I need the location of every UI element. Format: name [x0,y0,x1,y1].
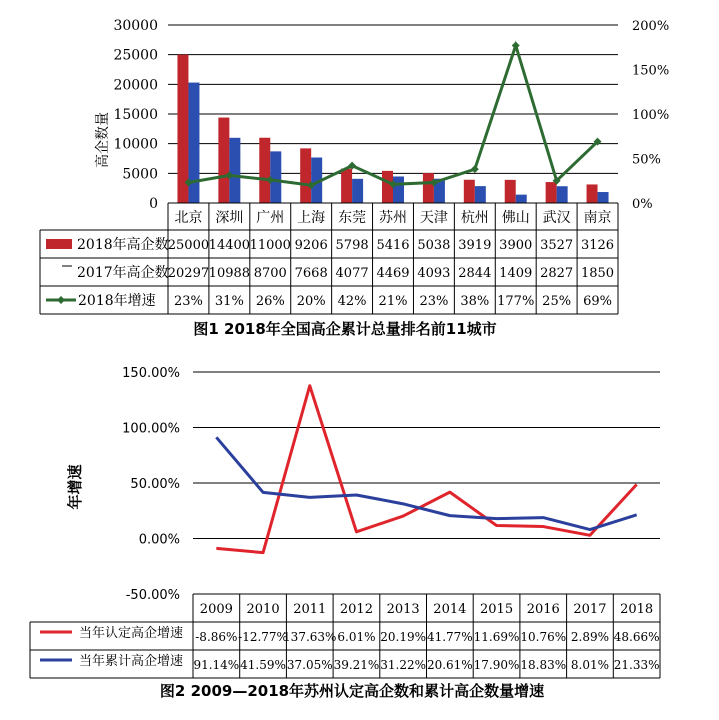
c2-table-value: 31.22% [380,658,427,672]
c1-y-tick: 10000 [113,136,158,153]
c1-y-tick: 25000 [113,47,158,64]
c2-category-label: 2018 [620,602,654,617]
c2-table-value: 6.01% [337,630,376,644]
c1-category-label: 广州 [256,210,285,226]
c1-y2-tick: 200% [632,19,670,34]
c2-table-value: 91.14% [193,658,240,672]
c1-bar-2018 [218,118,229,203]
c1-category-label: 南京 [583,210,612,226]
c1-bar-2017 [598,192,609,203]
c1-table-value: 25% [542,294,572,309]
c2-category-label: 2009 [199,602,233,617]
c2-y-tick: 50.00% [130,477,180,492]
c1-bar-2018 [505,180,516,203]
c1-bar-2018 [300,148,311,203]
c1-bar-2018 [587,184,598,203]
c2-y-tick: 150.00% [122,366,180,381]
c1-y-label: 高企数量 [95,112,111,168]
c2-y-tick: -50.00% [125,588,180,603]
c1-table-value: 23% [419,294,449,309]
c2-category-label: 2015 [480,602,514,617]
c2-line-annual [216,386,636,553]
c1-bar-2018 [423,173,434,203]
c1-growth-line [188,45,597,185]
c1-legend-2018: 2018年高企数 [77,237,169,253]
c1-growth-point [512,41,520,49]
c2-table-value: 41.59% [240,658,286,672]
c1-category-label: 东莞 [338,210,367,226]
c2-table-value: 11.69% [473,630,520,644]
c1-y-tick: 5000 [122,166,158,183]
c1-bar-2017 [229,138,240,203]
c1-bar-2017 [475,186,486,203]
c1-bar-2017 [352,179,363,203]
c1-table-value: 9206 [294,238,328,253]
c1-table-value: 25000 [167,238,210,253]
c2-table-value: 20.19% [380,630,427,644]
c2-category-label: 2016 [526,602,560,617]
c1-table-value: 1409 [499,266,533,281]
c2-category-label: 2010 [246,602,280,617]
c2-category-label: 2012 [339,602,373,617]
c1-bar-2017 [393,176,404,203]
c2-table-value: -8.86% [195,630,238,644]
c1-table-value: 26% [255,294,285,309]
c1-table-value: 21% [378,294,408,309]
c2-table-value: 41.77% [426,630,473,644]
c1-category-label: 佛山 [501,210,530,226]
c1-legend-marker-growth [57,296,65,304]
c2-table-value: 20.61% [426,658,473,672]
c2-y-tick: 0.00% [138,532,180,548]
c2-table-value: 37.05% [286,658,333,672]
c1-y2-tick: 0% [632,197,653,212]
chart1-group [40,18,669,338]
c1-table-value: 5416 [376,238,410,253]
c1-category-label: 上海 [297,210,326,226]
c1-legend-swatch-2018 [46,239,72,249]
c1-table-value: 3919 [458,238,492,253]
c2-y-label: 年增速 [66,464,84,510]
c1-bar-2018 [464,180,475,203]
c2-legend-annual: 当年认定高企增速 [79,626,184,641]
c1-table-value: 5038 [417,238,451,253]
c1-bar-2018 [259,138,270,203]
c2-table-value: 17.90% [473,658,520,672]
c2-table-value: 18.83% [520,658,567,672]
c2-category-label: 2014 [433,602,467,617]
chart2-group [30,366,660,700]
c2-table-value: -12.77% [238,630,288,644]
c1-table-value: 1850 [580,266,615,281]
c1-table-value: 23% [174,294,203,309]
c2-category-label: 2017 [573,602,607,617]
c1-y2-tick: 100% [632,108,670,123]
c1-table-value: 38% [460,294,490,309]
c2-y-tick: 100.00% [122,421,180,437]
c1-bar-2017 [188,83,199,203]
c1-legend-2017: 2017年高企数 [77,265,169,281]
c1-table-value: 4093 [417,266,451,281]
c1-growth-point [471,165,479,173]
c1-table-value: 2827 [540,266,574,281]
c1-category-label: 深圳 [215,210,244,226]
c2-legend-cumulative: 当年累计高企增速 [79,654,184,669]
c1-table-value: 10988 [208,266,251,281]
c1-category-label: 北京 [174,210,203,226]
c1-table-value: 3527 [540,238,574,253]
c1-table-value: 4077 [335,266,369,281]
c2-table-value: 48.66% [613,630,660,644]
c2-table-value: 8.01% [570,658,610,672]
c1-table-value: 42% [337,294,367,309]
c1-category-label: 天津 [419,210,448,226]
c1-bar-2018 [382,171,393,203]
c1-table-value: 177% [497,294,535,309]
c1-bar-2017 [516,195,527,203]
c2-category-label: 2013 [386,602,420,617]
c1-table-value: 3900 [499,238,533,253]
c2-table-value: 2.89% [570,630,610,644]
c1-table-value: 4469 [376,266,410,281]
c1-table-value: 14400 [208,238,251,253]
c1-bar-2018 [341,169,352,203]
c1-table-value: 2844 [458,266,492,281]
c1-table-value: 31% [214,294,244,309]
c1-y-tick: 15000 [113,107,158,123]
c1-bar-2018 [546,182,557,203]
c2-title: 图2 2009—2018年苏州认定高企数和累计高企数量增速 [159,682,545,700]
c1-table-value: 5798 [335,238,369,253]
c1-category-label: 苏州 [379,210,407,226]
c2-category-label: 2011 [293,602,327,617]
c1-y-tick: 0 [149,196,158,212]
c1-y2-tick: 150% [632,63,670,79]
c1-table-value: 7668 [294,266,328,281]
c1-bar-2017 [557,186,568,203]
c1-table-value: 3126 [580,238,615,253]
c1-category-label: 杭州 [460,210,489,226]
c2-table-value: 10.76% [520,630,567,644]
c1-bar-2017 [270,151,281,203]
c1-legend-growth: 2018年增速 [78,293,156,309]
c2-table-value: 137.63% [283,630,337,644]
c1-category-label: 武汉 [542,210,571,226]
c2-table-value: 21.33% [613,658,660,672]
c1-y-tick: 30000 [113,18,158,34]
c1-table-value: 69% [583,294,612,309]
c1-y2-tick: 50% [632,152,661,168]
c1-table-value: 20297 [167,266,210,281]
c1-y-tick: 20000 [113,77,158,94]
c1-table-value: 8700 [253,266,287,281]
c1-title: 图1 2018年全国高企累计总量排名前11城市 [193,320,497,338]
c1-table-value: 11000 [249,238,291,253]
c2-table-value: 39.21% [333,658,380,672]
c1-table-value: 20% [296,294,326,309]
